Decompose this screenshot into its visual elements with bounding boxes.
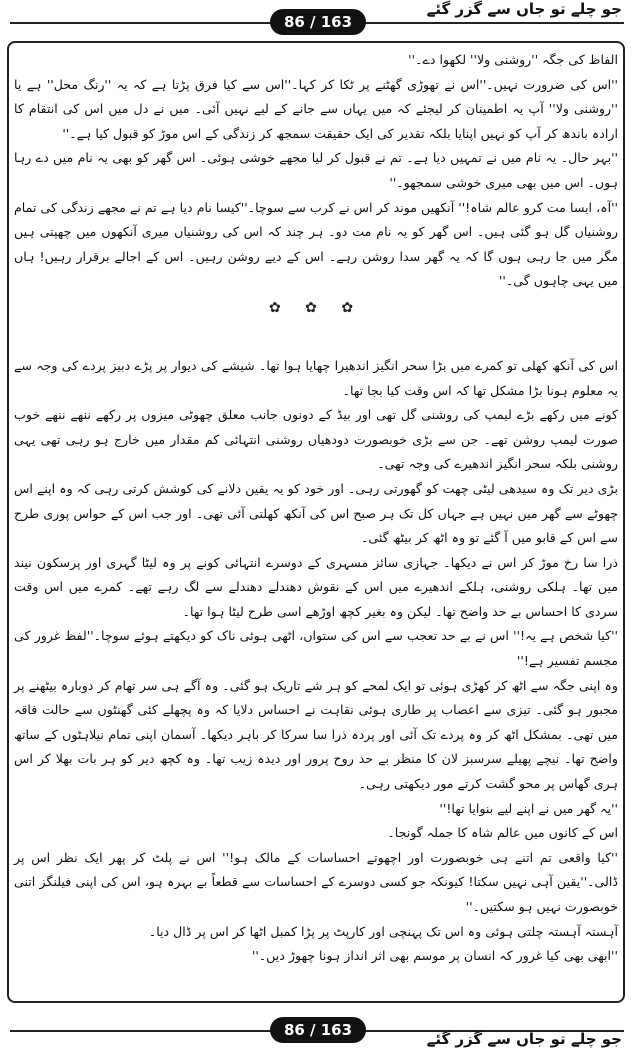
paragraph: وہ اپنی جگہ سے اٹھ کر کھڑی ہوئی تو ایک لمحے کو ہر شے تاریک ہو گئی۔ وہ آگے ہی سر تھام کر دوبارہ بیٹھنے پر مجبور ہو گئی۔ تیزی سے اعصاب پر طاری ہوئی نقاہت نے احساس دلایا کہ وہ پچھلے کئی گھنٹوں سے حالت فاقہ میں تھی۔ بمشکل اٹھ کر وہ پردے تک آئی اور پردہ ذرا سا سرکا کر باہر دیکھا۔ آسمان اپنی تمام نیلاہٹوں کے ساتھ واضح تھا۔ نیچے پھیلے سرسبز لان کا منظر بے حد روح پرور اور دیدہ زیب تھا۔ وہ کچھ دیر کو ہر بات بھلا کر اس ہری گھاس پر محو گشت کرتے مور دیکھتی رہی۔ bbox=[14, 677, 618, 792]
paragraph: ''اس کی ضرورت نہیں۔''اس نے تھوڑی گھٹنے پر ٹکا کر کہا۔''اس سے کیا فرق پڑتا ہے کہ یہ ''رنگ محل'' ہے یا ''روشنی ولا'' آپ یہ اطمینان کر لیجئے کہ میں یہاں سے جانے کے لیے نہیں آئی۔ میں نے دل میں اس کی انتقام کا ارادہ باندھ کر آپ کو نہیں اپنایا بلکہ تقدیر کی ایک حقیقت سمجھ کر زندگی کے اس موڑ کو قبول کیا ہے۔'' bbox=[14, 76, 618, 141]
paragraph: ذرا سا رخ موڑ کر اس نے دیکھا۔ جہازی سائز مسہری کے دوسرے انتہائی کونے پر وہ لیٹا گہری اور پرسکون نیند میں تھا۔ ہلکی روشنی، ہلکے اندھیرے میں اس کے نقوش دھندلے دھندلے سے لگ رہے تھے۔ کمرے میں اس وقت سردی کا احساس بے حد واضح تھا۔ لیکن وہ بغیر کچھ اوڑھے اسی طرح لیٹا ہوا تھا۔ bbox=[14, 554, 618, 619]
paragraph: الفاظ کی جگہ ''روشنی ولا'' لکھوا دے۔'' bbox=[408, 52, 618, 67]
page-counter: 86 / 163 bbox=[270, 1017, 366, 1043]
page-counter: 86 / 163 bbox=[270, 9, 366, 35]
paragraph: بڑی دیر تک وہ سیدھی لیٹی چھت کو گھورتی رہی۔ اور خود کو یہ یقین دلانے کی کوشش کرتی رہی کہ وہ اپنے اس چھوٹے سے گھر میں نہیں ہے جہاں کل تک ہر صبح اس کی آنکھ کھلتی آئی تھی۔ اور جب اس کے حواس پوری طرح سے اس کے قابو میں آ گئے تو وہ اٹھ کر بیٹھ گئی۔ bbox=[14, 480, 618, 546]
paragraph: ''کیا شخص ہے یہ!'' اس نے بے حد تعجب سے اس کی ستواں، اٹھی ہوئی ناک کو دیکھتے ہوئے سوچا۔''لفظ غرور کی مجسم تفسیر ہے!'' bbox=[14, 628, 618, 669]
section-separator: ✿ ✿ ✿ bbox=[268, 299, 364, 316]
paragraph: اس کے کانوں میں عالم شاہ کا جملہ گونجا۔ bbox=[387, 825, 618, 841]
spacer bbox=[14, 322, 618, 354]
paragraph: ''بہر حال۔ یہ نام میں نے تمہیں دیا ہے۔ تم نے قبول کر لیا مجھے خوشی ہوئی۔ اس گھر کو بھی یہ نام میں دے رہا ہوں۔ اس میں بھی میری خوشی سمجھو۔'' bbox=[14, 150, 618, 190]
book-title: جو چلے تو جاں سے گزر گئے bbox=[426, 0, 622, 18]
page-body bbox=[14, 48, 618, 998]
paragraph: کونے میں رکھے بڑے لیمپ کی روشنی گل تھی اور بیڈ کے دونوں جانب معلق چھوٹی میزوں پر رکھے ننھے ننھے خوب صورت لیمپ روشن تھے۔ جن سے بڑی خوبصورت دودھیاں روشنی انتہائی کم مقدار میں خارج ہو رہی تھی یہی روشنی بلکہ سحر انگیز اندھیرے کی وجہ تھی۔ bbox=[14, 407, 618, 472]
paragraph: ''یہ گھر میں نے اپنے لیے بنوایا تھا!'' bbox=[439, 800, 618, 816]
book-title: جو چلے تو جاں سے گزر گئے bbox=[426, 1030, 622, 1048]
paragraph: اس کی آنکھ کھلی تو کمرے میں بڑا سحر انگیز اندھیرا چھایا ہوا تھا۔ شیشے کی دیوار پر پڑے دبیز پردے کی وجہ سے یہ معلوم ہونا بڑا مشکل تھا کہ اس وقت کیا بجا تھا۔ bbox=[14, 357, 618, 398]
paragraph: ''ابھی بھی کیا غرور کہ انسان پر موسم بھی اثر انداز ہونا چھوڑ دیں۔'' bbox=[251, 948, 618, 964]
paragraph: آہستہ آہستہ چلتی ہوئی وہ اس تک پہنچی اور کارپٹ پر پڑا کمبل اٹھا کر اس پر ڈال دیا۔ bbox=[148, 923, 618, 939]
page-header bbox=[0, 0, 634, 40]
page-footer bbox=[0, 1012, 634, 1049]
paragraph: ''آہ، ایسا مت کرو عالم شاہ!'' آنکھیں موند کر اس نے کرب سے سوچا۔''کیسا نام دیا ہے تم نے مجھے زندگی کی تمام روشنیاں گل ہو گئی ہیں۔ اس گھر کو یہ نام مت دو۔ ہر چند کہ اس کی روشنیاں میری آنکھوں میں چھپتی ہیں مگر میں جا رہی ہوں گا کہ یہ گھر سدا روشن رہے۔ اس کے دیے روشن رہیں۔ اس کے اجالے برقرار رہیں! ہاں میں یہی چاہوں گی۔'' bbox=[14, 199, 618, 289]
paragraph: ''کیا واقعی تم اتنے ہی خوبصورت اور اچھوتے احساسات کے مالک ہو!'' اس نے پلٹ کر پھر ایک نظر اس پر ڈالی۔''یقین آہی نہیں سکتا! کیونکہ جو کسی دوسرے کے احساسات سے قطعاً بے بہرہ ہو، اس کی اپنی فیلنگز اتنی خوبصورت نہیں ہو سکتیں۔'' bbox=[14, 849, 618, 914]
